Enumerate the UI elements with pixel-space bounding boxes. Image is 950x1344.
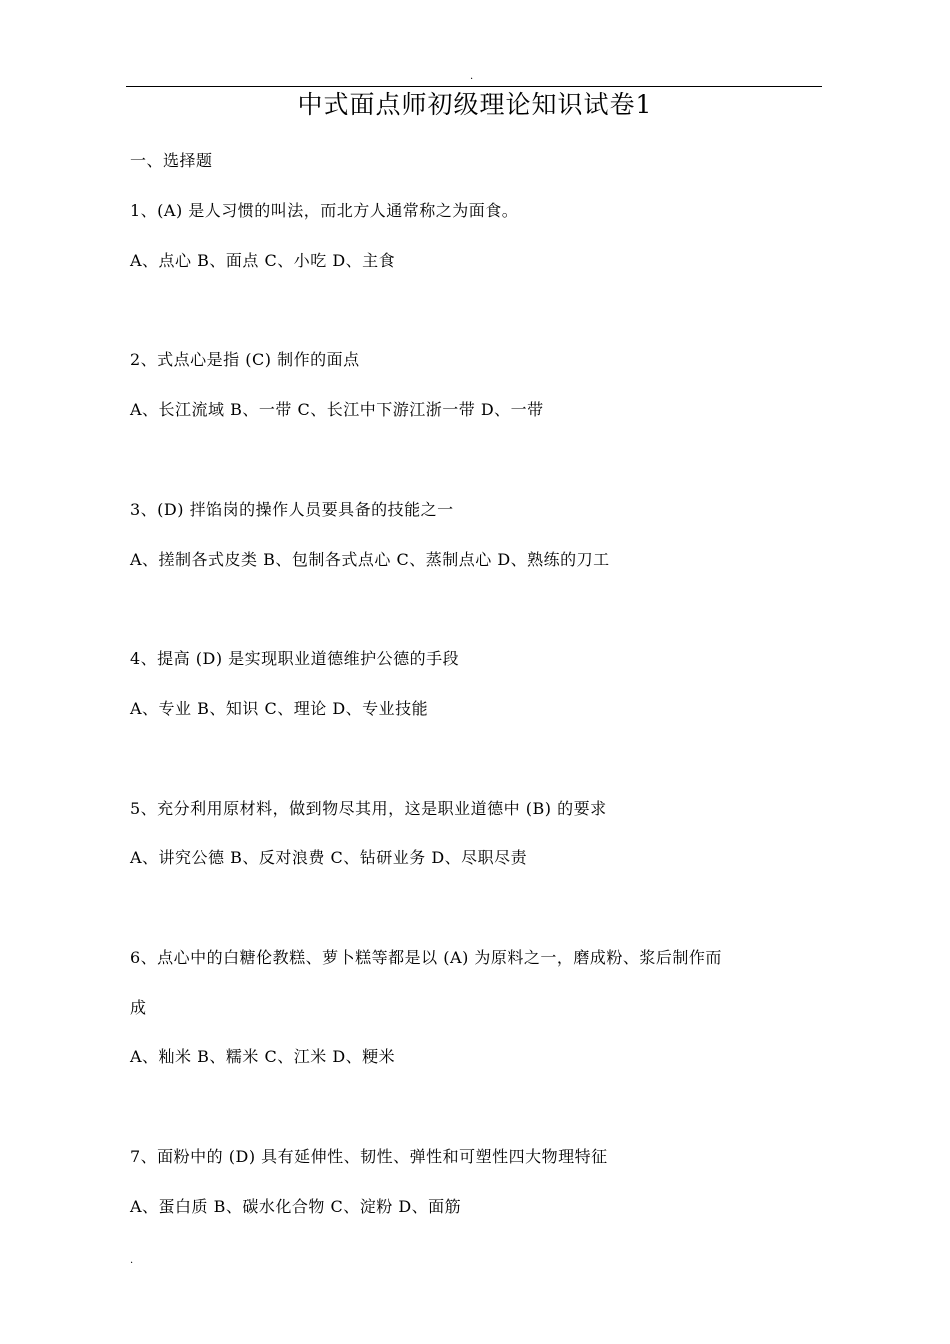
- header-rule: [126, 86, 822, 87]
- question-2: 2、式点心是指 (C) 制作的面点: [130, 350, 360, 369]
- question-5-options: A、讲究公德 B、反对浪费 C、钻研业务 D、尽职尽责: [130, 848, 528, 867]
- question-6-continuation: 成: [130, 998, 147, 1017]
- question-3-options: A、搓制各式皮类 B、包制各式点心 C、蒸制点心 D、熟练的刀工: [130, 550, 610, 569]
- question-7: 7、面粉中的 (D) 具有延伸性、韧性、弹性和可塑性四大物理特征: [130, 1147, 608, 1166]
- question-6: 6、点心中的白糖伦教糕、萝卜糕等都是以 (A) 为原料之一，磨成粉、浆后制作而: [130, 948, 722, 967]
- question-1: 1、(A) 是人习惯的叫法，而北方人通常称之为面食。: [130, 201, 519, 220]
- question-4: 4、提高 (D) 是实现职业道德维护公德的手段: [130, 649, 460, 668]
- page-title: 中式面点师初级理论知识试卷1: [297, 90, 653, 119]
- question-6-options: A、籼米 B、糯米 C、江米 D、粳米: [130, 1047, 396, 1066]
- question-2-options: A、长江流域 B、一带 C、长江中下游江浙一带 D、一带: [130, 400, 544, 419]
- question-5: 5、充分利用原材料，做到物尽其用，这是职业道德中 (B) 的要求: [130, 799, 607, 818]
- section-heading: 一、选择题: [130, 151, 213, 170]
- footer-dot: .: [130, 1255, 134, 1266]
- question-1-options: A、点心 B、面点 C、小吃 D、主食: [130, 251, 396, 270]
- question-7-options: A、蛋白质 B、碳水化合物 C、淀粉 D、面筋: [130, 1197, 462, 1216]
- question-4-options: A、专业 B、知识 C、理论 D、专业技能: [130, 699, 429, 718]
- question-3: 3、(D) 拌馅岗的操作人员要具备的技能之一: [130, 500, 454, 519]
- header-dot: .: [470, 71, 474, 82]
